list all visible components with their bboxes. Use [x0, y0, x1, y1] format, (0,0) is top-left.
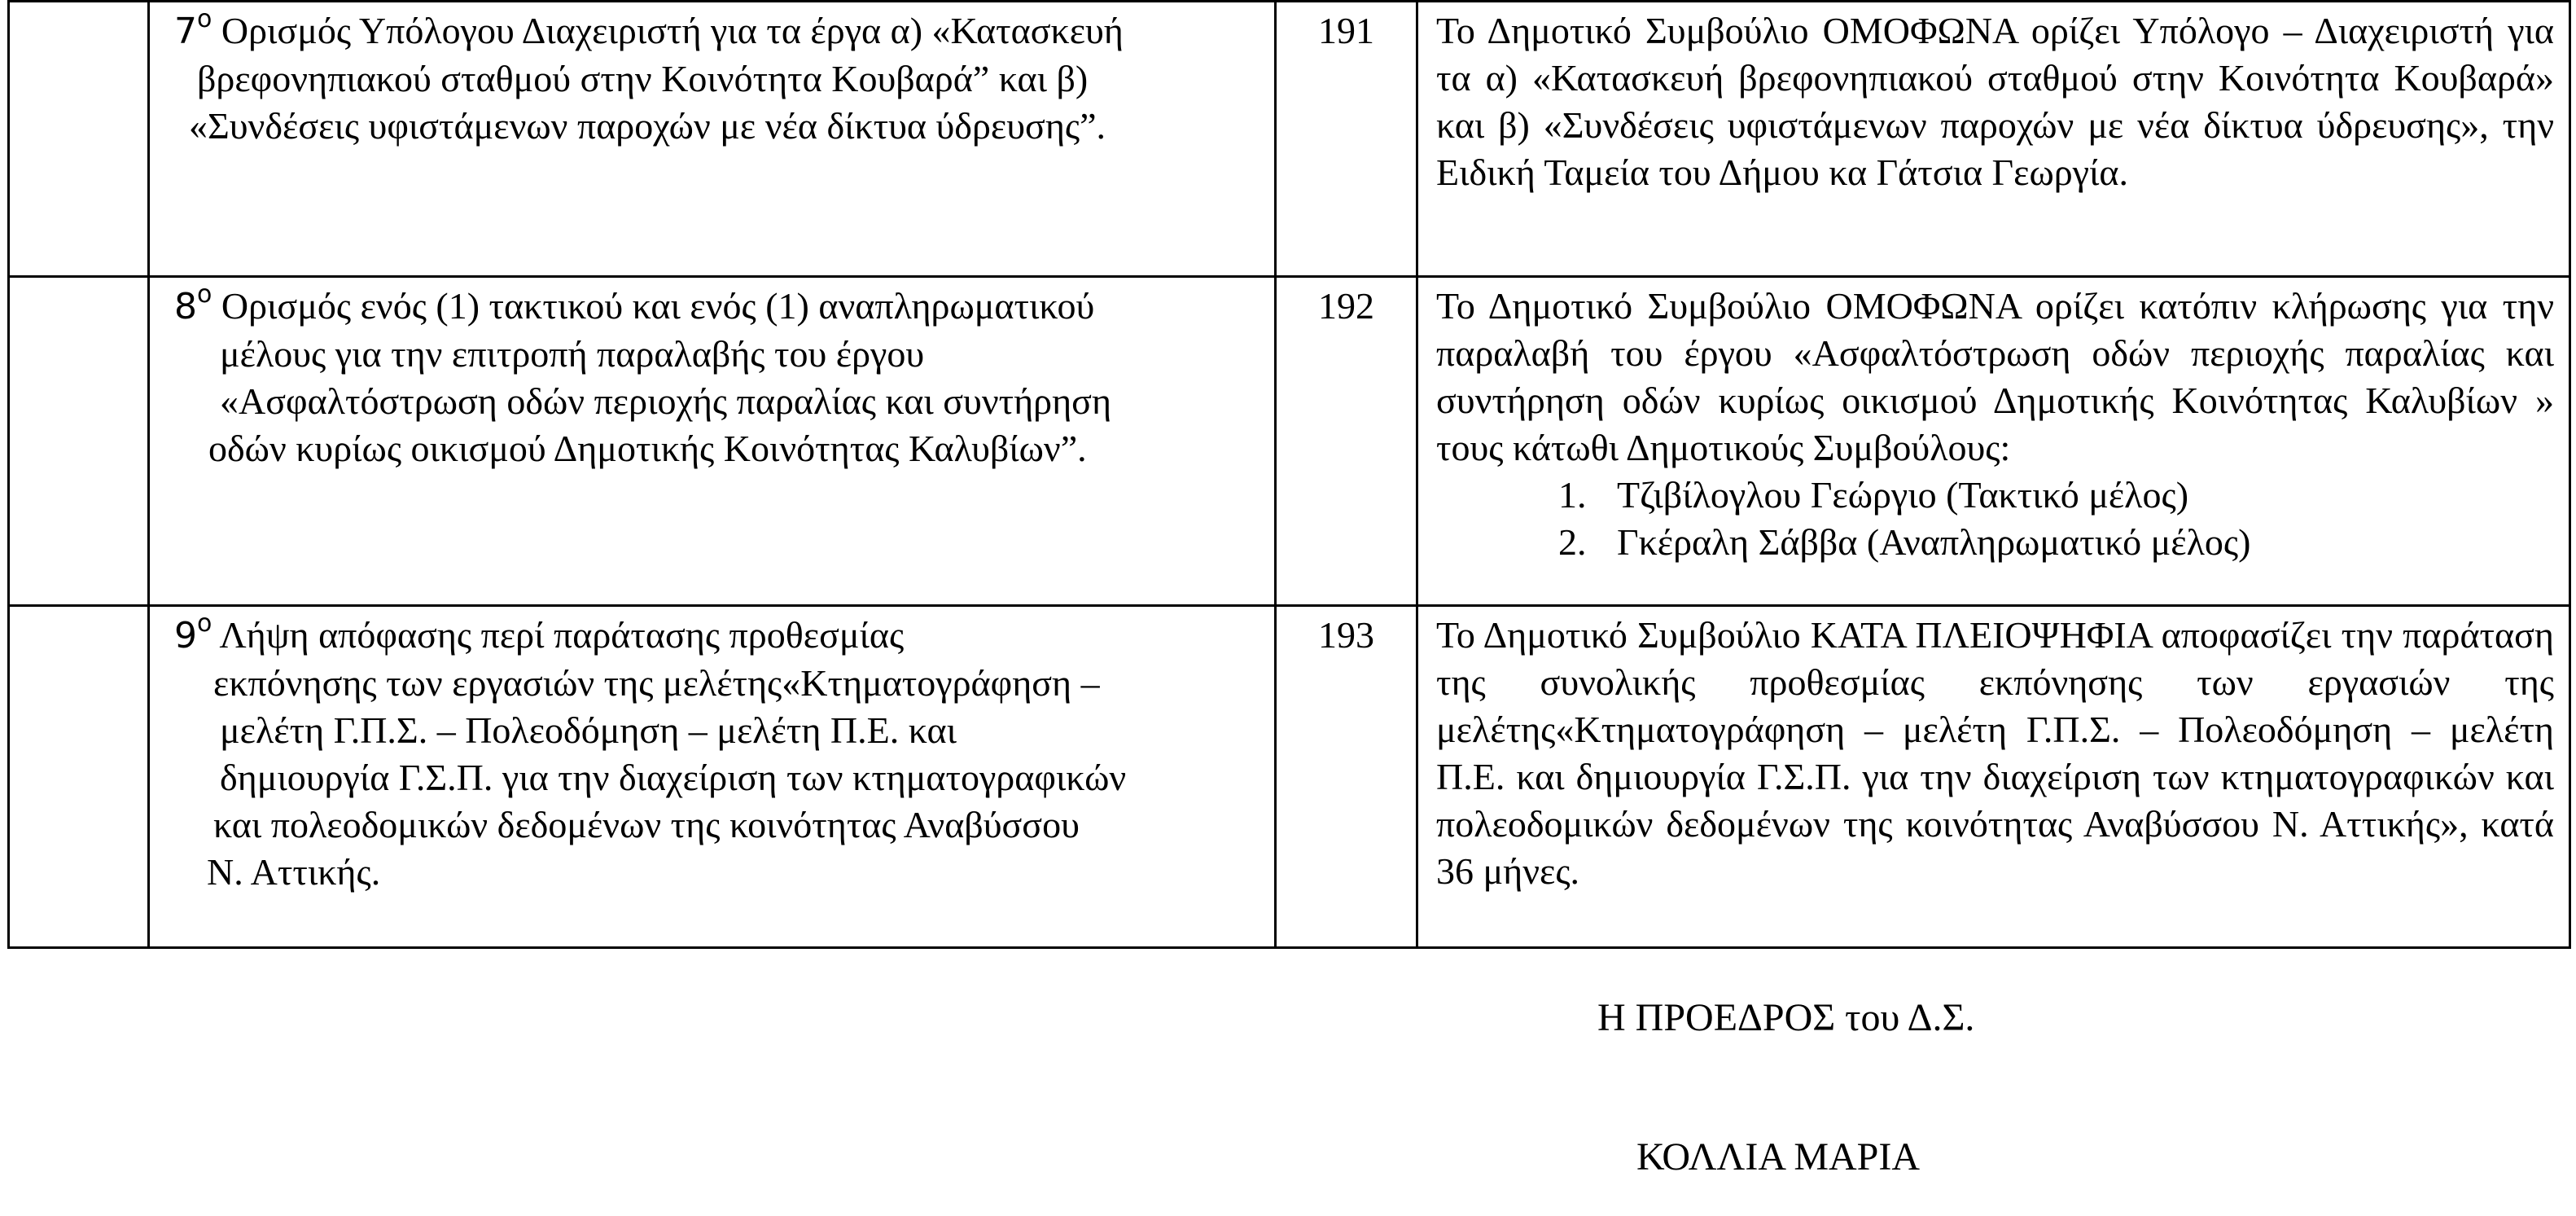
- subject-line: «Συνδέσεις υφιστάμενων παροχών με νέα δίκτυα ύδρευσης”.: [189, 105, 1106, 147]
- subject-line: $7^o$ Ορισμός Υπόλογου Διαχειριστή για τα έργα α) «Κατασκευή: [174, 5, 1124, 52]
- decision-text: Το Δημοτικό Συμβούλιο ΟΜΟΦΩΝΑ ορίζει Υπόλογο – Διαχειριστή για τα α) «Κατασκευή βρεφονηπιακού σταθμού στην Κοινότητα Κουβαρά» και β) «Συνδέσεις υφιστάμενων παροχών με νέα δίκτυα ύδρευσης», την Ειδική Ταμεία του Δήμου κα Γάτσια Γεωργία.: [1436, 10, 2554, 193]
- signature-title: Η ΠΡΟΕΔΡΟΣ του Δ.Σ.: [1597, 996, 1975, 1039]
- subject-line: οδών κυρίως οικισμού Δημοτικής Κοινότητας Καλυβίων”.: [208, 428, 1087, 469]
- decision-number: 191: [1276, 2, 1417, 277]
- subject-line: δημιουργία Γ.Σ.Π. για την διαχείριση των κτηματογραφικών: [220, 757, 1127, 798]
- item-ordinal: $9^o$: [174, 609, 212, 656]
- decision-number: 193: [1276, 606, 1417, 948]
- decision-text: Το Δημοτικό Συμβούλιο ΟΜΟΦΩΝΑ ορίζει κατόπιν κλήρωσης για την παραλαβή του έργου «Ασφαλτόστρωση οδών περιοχής παραλίας και συντήρηση οδών κυρίως οικισμού Δημοτικής Κοινότητας Καλυβίων » τους κάτωθι Δημοτικούς Συμβούλους:: [1436, 285, 2554, 468]
- table-row: [9, 2, 2570, 277]
- signature-name: ΚΟΛΛΙΑ ΜΑΡΙΑ: [1636, 1135, 1921, 1179]
- decision-cell: [1417, 2, 2570, 277]
- decision-cell: [1417, 606, 2570, 948]
- blank-cell: [9, 277, 149, 606]
- subject-line: Ν. Αττικής.: [207, 851, 381, 893]
- blank-cell: [9, 606, 149, 948]
- decision-number: 192: [1276, 277, 1417, 606]
- subject-cell: [149, 606, 1276, 948]
- subject-line: «Ασφαλτόστρωση οδών περιοχής παραλίας και συντήρηση: [220, 380, 1112, 422]
- decision-cell: [1417, 277, 2570, 606]
- item-ordinal: $8^o$: [174, 280, 212, 327]
- table-row: [9, 277, 2570, 606]
- subject-line: $8^o$ Ορισμός ενός (1) τακτικού και ενός (1) αναπληρωματικού: [174, 280, 1095, 327]
- list-item: 1. Τζιβίλογλου Γεώργιο (Τακτικό μέλος): [1558, 474, 2189, 516]
- decision-text: Το Δημοτικό Συμβούλιο ΚΑΤΑ ΠΛΕΙΟΨΗΦΙΑ αποφασίζει την παράταση της συνολικής προθεσμίας εκπόνησης των εργασιών της μελέτης«Κτηματογράφηση – μελέτη Γ.Π.Σ. – Πολεοδόμηση – μελέτη Π.Ε. και δημιουργία Γ.Σ.Π. για την διαχείριση των κτηματογραφικών και πολεοδομικών δεδομένων της κοινότητας Αναβύσσου Ν. Αττικής», κατά 36 μήνες.: [1436, 614, 2554, 892]
- member-list: [1436, 472, 2554, 566]
- subject-line: μελέτη Γ.Π.Σ. – Πολεοδόμηση – μελέτη Π.Ε. και: [220, 709, 957, 751]
- list-item: 2. Γκέραλη Σάββα (Αναπληρωματικό μέλος): [1558, 521, 2251, 563]
- subject-line: βρεφονηπιακού σταθμού στην Κοινότητα Κουβαρά” και β): [197, 58, 1089, 99]
- subject-line: και πολεοδομικών δεδομένων της κοινότητας Αναβύσσου: [213, 804, 1080, 845]
- blank-cell: [9, 2, 149, 277]
- subject-line: εκπόνησης των εργασιών της μελέτης«Κτηματογράφηση –: [213, 662, 1100, 704]
- subject-cell: [149, 2, 1276, 277]
- subject-line: μέλους για την επιτροπή παραλαβής του έργου: [220, 333, 925, 375]
- subject-cell: [149, 277, 1276, 606]
- subject-line: $9^o$ Λήψη απόφασης περί παράτασης προθεσμίας: [174, 609, 905, 656]
- minutes-table: [7, 0, 2571, 949]
- item-ordinal: $7^o$: [174, 5, 212, 52]
- table-row: [9, 606, 2570, 948]
